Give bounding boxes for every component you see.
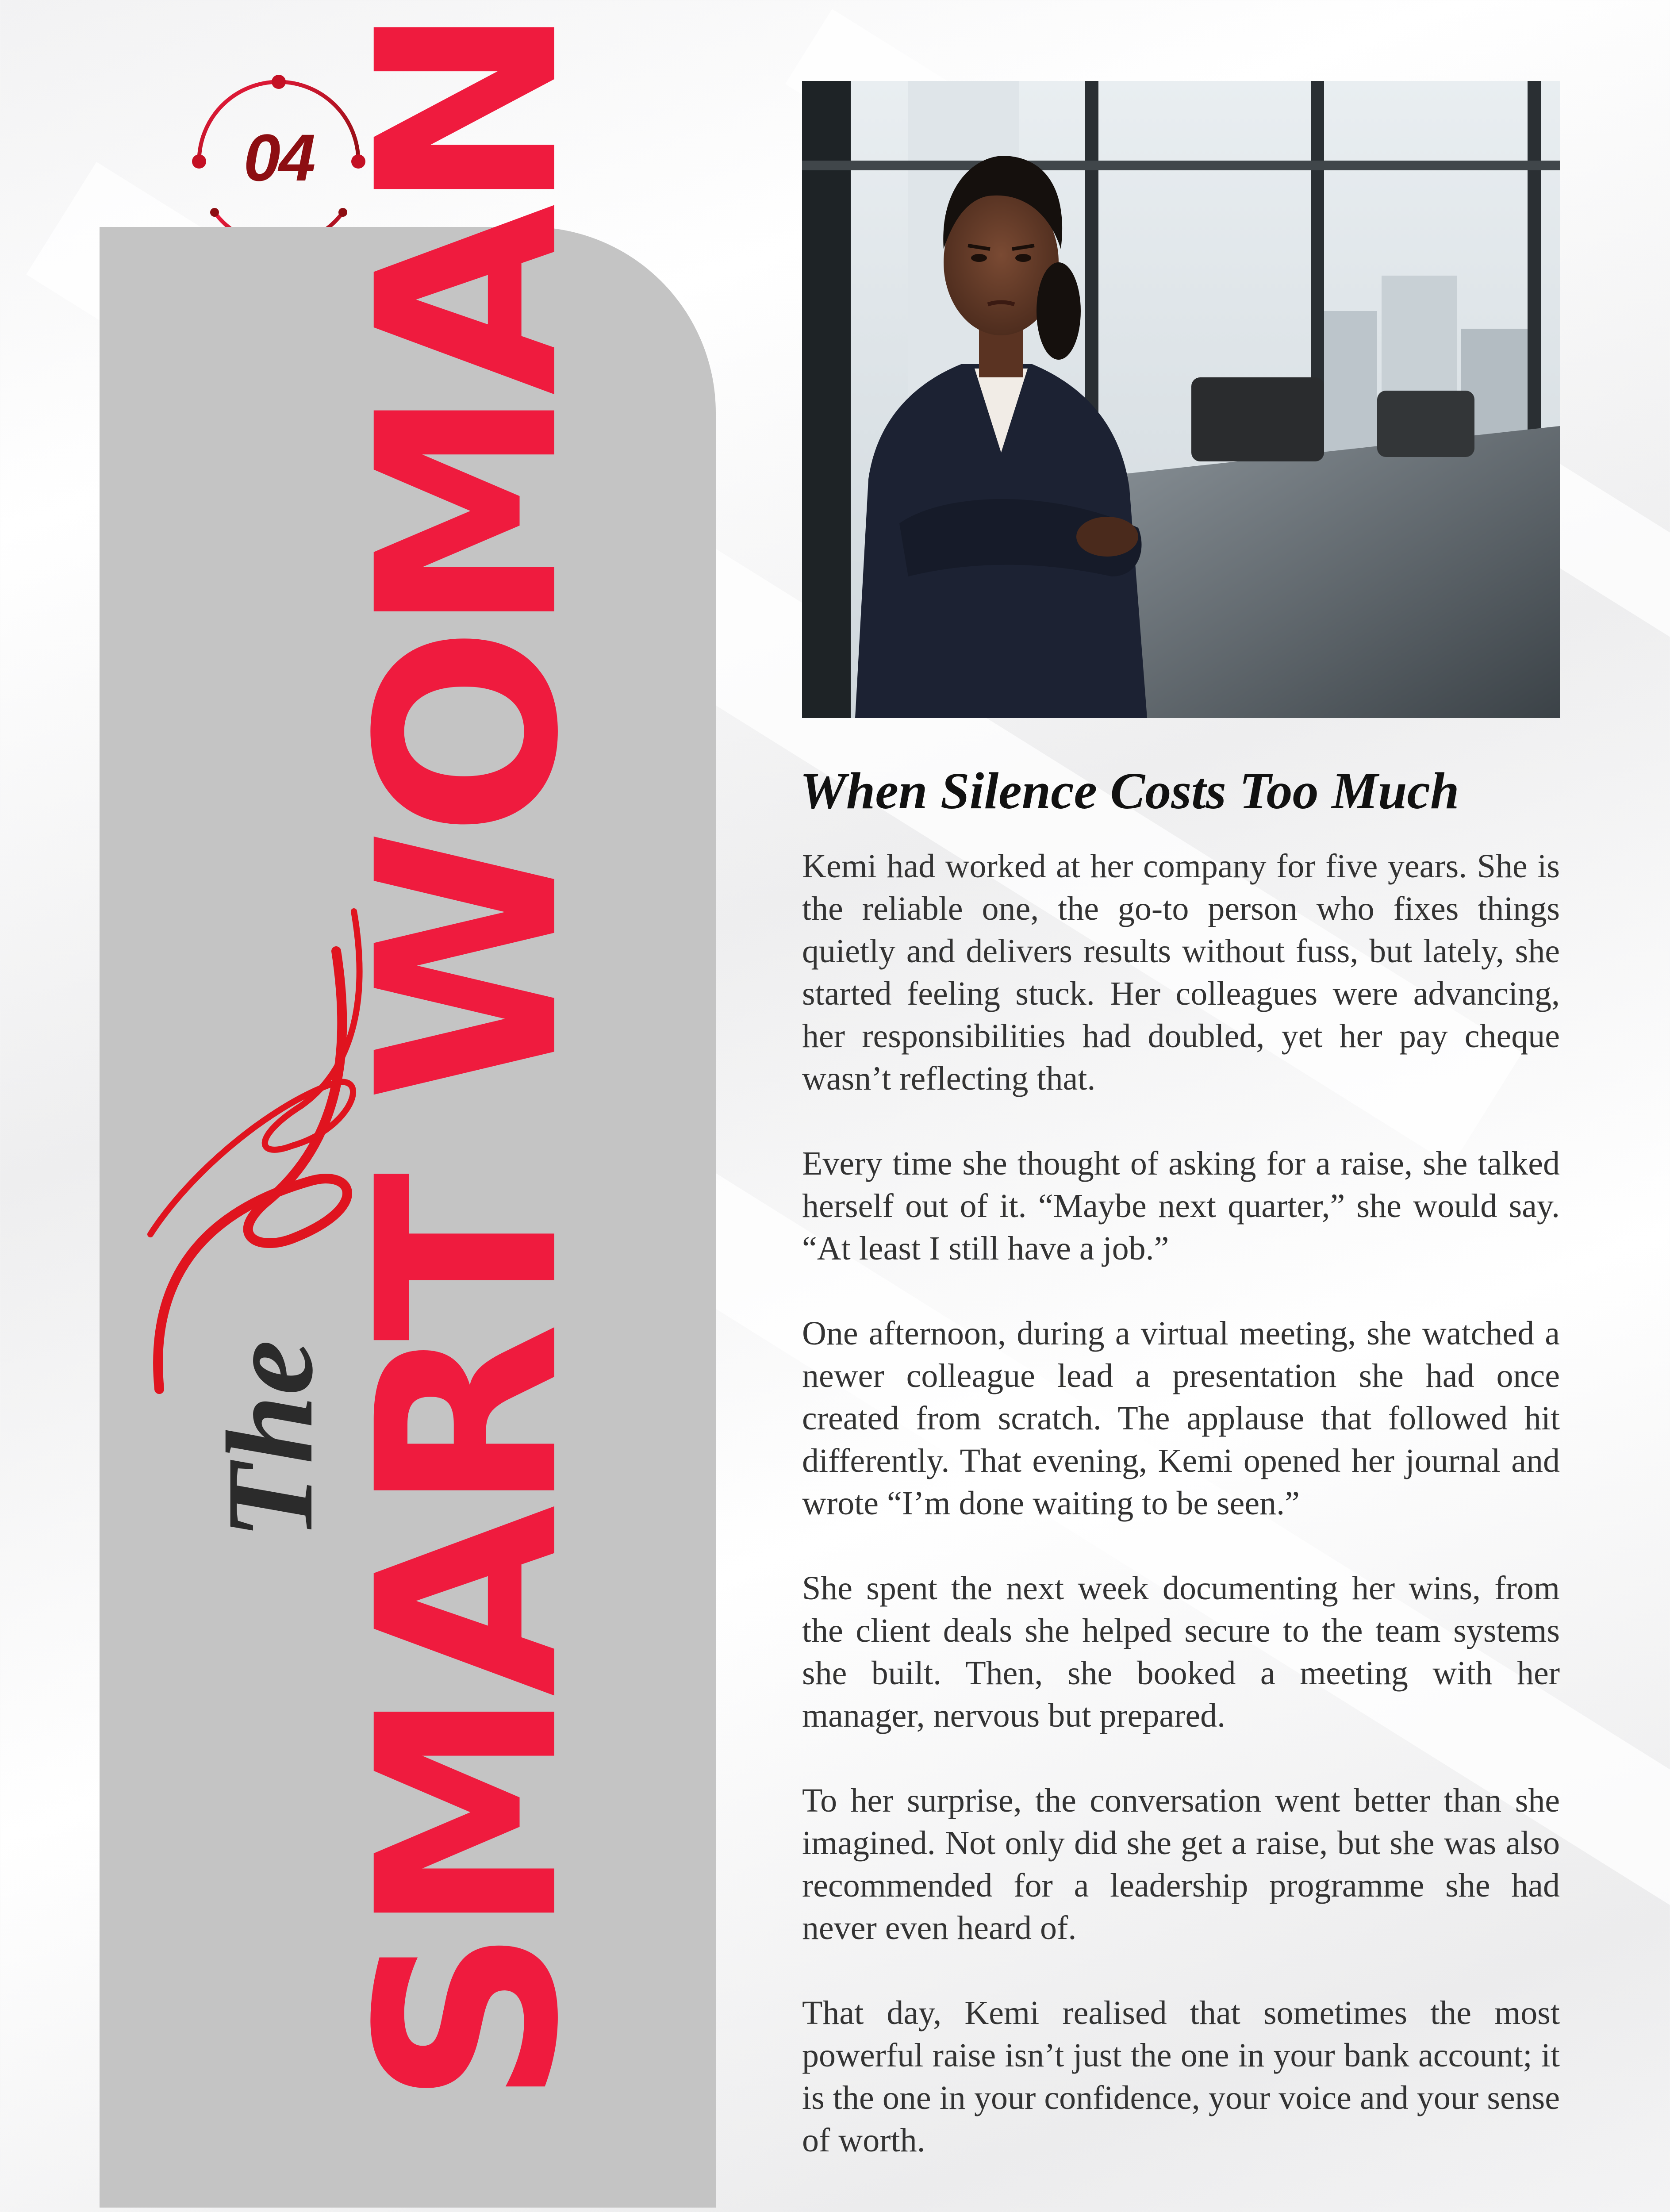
article-paragraph: Kemi had worked at her company for five years. She is the reliable one, the go-to person who fixes things quietly and delivers results without fuss, but lately, she started feeling stuck. Her colleagues were advancing, her responsibilities had doubled, yet her pay cheque wasn’t reflecting that. bbox=[802, 848, 1560, 1097]
title-smart-woman: SMART WOMAN bbox=[325, 12, 613, 2106]
article-paragraph: She spent the next week documenting her wins, from the client deals she helped secure to the team systems she built. Then, she booked a meeting with her manager, nervous but prepared. bbox=[802, 1570, 1560, 1734]
article-paragraph: To her surprise, the conversation went better than she imagined. Not only did she get a raise, but she was also recommended for a leadership programme she had never even heard of. bbox=[802, 1782, 1560, 1947]
article-paragraph: One afternoon, during a virtual meeting, she watched a newer colleague lead a presentation she had once created from scratch. The applause that followed hit differently. That evening, Kemi opened her journal and wrote “I’m done waiting to be seen.” bbox=[802, 1315, 1560, 1522]
article-body bbox=[802, 845, 1560, 2204]
article-title: When Silence Costs Too Much bbox=[800, 762, 1459, 820]
the-label: The bbox=[201, 1340, 338, 1540]
woman-portrait-image bbox=[802, 81, 1560, 718]
article-paragraph: That day, Kemi realised that sometimes the most powerful raise isn’t just the one in your bank account; it is the one in your confidence, your voice and your sense of worth. bbox=[802, 1994, 1560, 2159]
article-paragraph: Every time she thought of asking for a raise, she talked herself out of it. “Maybe next quarter,” she would say. “At least I still have a job.” bbox=[802, 1145, 1560, 1267]
article-photo bbox=[802, 81, 1560, 718]
issue-number: 04 bbox=[243, 120, 314, 195]
feature-title bbox=[325, 0, 613, 2106]
